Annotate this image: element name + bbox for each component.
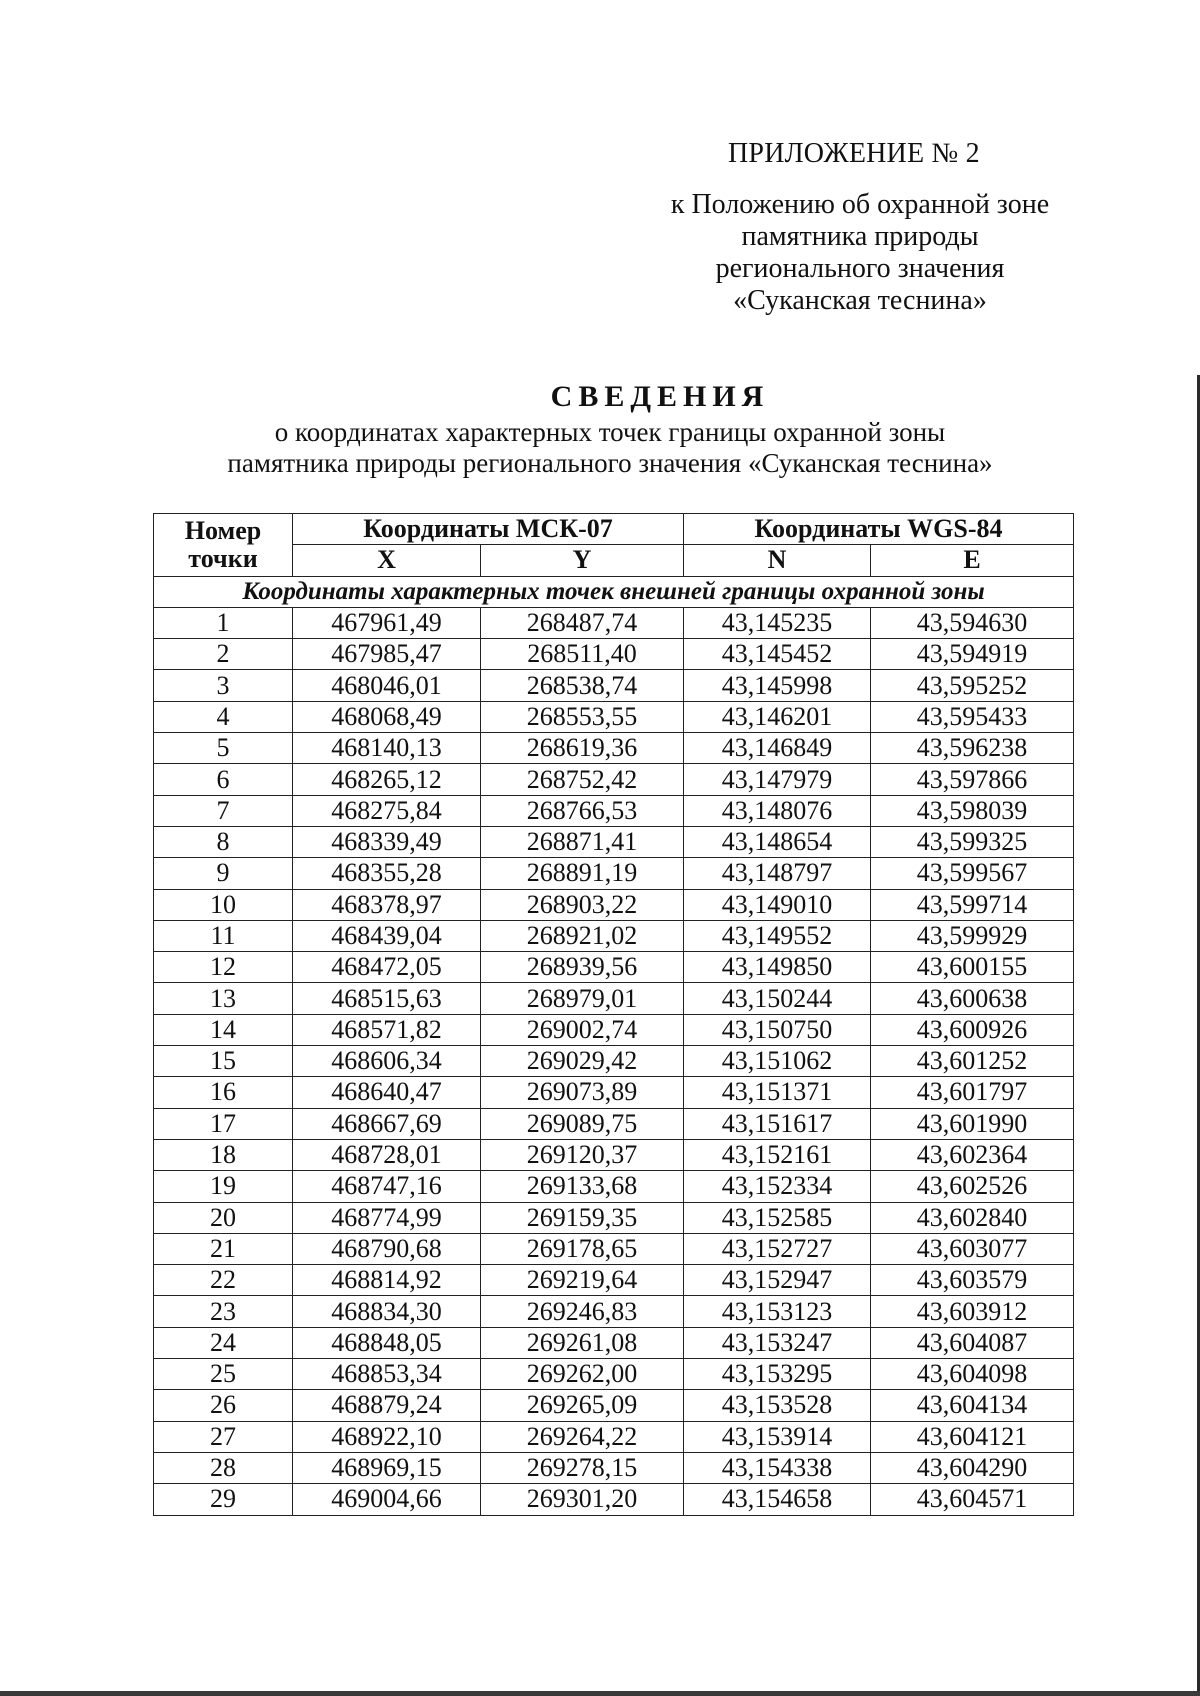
table-row: [154, 1327, 1074, 1358]
e-coordinate-cell: 43,600638: [871, 983, 1074, 1014]
n-coordinate-cell: 43,153123: [684, 1296, 871, 1327]
document-heading: СВЕДЕНИЯ: [550, 380, 770, 413]
y-coordinate-cell: 269089,75: [481, 1108, 684, 1139]
point-number-cell: 11: [154, 920, 293, 951]
x-coordinate-cell: 468355,28: [293, 858, 481, 889]
n-coordinate-cell: 43,145998: [684, 670, 871, 701]
e-coordinate-cell: 43,599929: [871, 920, 1074, 951]
x-coordinate-cell: 468378,97: [293, 889, 481, 920]
n-coordinate-cell: 43,149010: [684, 889, 871, 920]
point-number-cell: 27: [154, 1421, 293, 1452]
table-row: [154, 952, 1074, 983]
point-number-cell: 6: [154, 764, 293, 795]
e-coordinate-cell: 43,603579: [871, 1265, 1074, 1296]
table-row: [154, 1421, 1074, 1452]
point-number-cell: 1: [154, 607, 293, 638]
point-number-cell: 29: [154, 1484, 293, 1515]
y-coordinate-cell: 269002,74: [481, 1014, 684, 1045]
table-row: [154, 889, 1074, 920]
y-coordinate-cell: 269133,68: [481, 1171, 684, 1202]
table-row: [154, 1077, 1074, 1108]
y-coordinate-cell: 269278,15: [481, 1452, 684, 1483]
e-coordinate-cell: 43,604134: [871, 1390, 1074, 1421]
y-coordinate-cell: 268538,74: [481, 670, 684, 701]
point-number-cell: 26: [154, 1390, 293, 1421]
table-row: [154, 733, 1074, 764]
point-number-cell: 4: [154, 701, 293, 732]
table-row: [154, 920, 1074, 951]
x-coordinate-cell: 468834,30: [293, 1296, 481, 1327]
y-coordinate-cell: 268553,55: [481, 701, 684, 732]
table-row: [154, 1233, 1074, 1264]
e-coordinate-cell: 43,603077: [871, 1233, 1074, 1264]
y-coordinate-cell: 268871,41: [481, 826, 684, 857]
x-coordinate-cell: 468140,13: [293, 733, 481, 764]
point-number-cell: 16: [154, 1077, 293, 1108]
table-row: [154, 858, 1074, 889]
y-coordinate-cell: 268619,36: [481, 733, 684, 764]
e-coordinate-cell: 43,597866: [871, 764, 1074, 795]
point-number-cell: 28: [154, 1452, 293, 1483]
point-number-cell: 18: [154, 1139, 293, 1170]
point-number-cell: 24: [154, 1327, 293, 1358]
point-number-cell: 20: [154, 1202, 293, 1233]
x-coordinate-cell: 468046,01: [293, 670, 481, 701]
n-coordinate-cell: 43,149552: [684, 920, 871, 951]
n-coordinate-cell: 43,153914: [684, 1421, 871, 1452]
n-coordinate-cell: 43,147979: [684, 764, 871, 795]
e-coordinate-cell: 43,603912: [871, 1296, 1074, 1327]
y-coordinate-cell: 268979,01: [481, 983, 684, 1014]
table-row: [154, 1108, 1074, 1139]
x-coordinate-cell: 468790,68: [293, 1233, 481, 1264]
point-number-cell: 22: [154, 1265, 293, 1296]
point-header-line1: Номер: [184, 515, 262, 545]
table-header-row: [154, 514, 1074, 545]
n-coordinate-cell: 43,153528: [684, 1390, 871, 1421]
point-number-cell: 15: [154, 1046, 293, 1077]
e-coordinate-cell: 43,602364: [871, 1139, 1074, 1170]
column-x-header: X: [293, 545, 481, 576]
y-coordinate-cell: 269265,09: [481, 1390, 684, 1421]
e-coordinate-cell: 43,600926: [871, 1014, 1074, 1045]
y-coordinate-cell: 269261,08: [481, 1327, 684, 1358]
table-row: [154, 1359, 1074, 1390]
appendix-title: ПРИЛОЖЕНИЕ № 2: [728, 138, 980, 169]
column-n-header: N: [684, 545, 871, 576]
y-coordinate-cell: 268487,74: [481, 607, 684, 638]
wgs-group-header: Координаты WGS-84: [684, 514, 1074, 545]
x-coordinate-cell: 468774,99: [293, 1202, 481, 1233]
table-row: [154, 607, 1074, 638]
table-row: [154, 826, 1074, 857]
section-row: [154, 576, 1074, 607]
e-coordinate-cell: 43,600155: [871, 952, 1074, 983]
n-coordinate-cell: 43,150244: [684, 983, 871, 1014]
e-coordinate-cell: 43,594630: [871, 607, 1074, 638]
x-coordinate-cell: 468571,82: [293, 1014, 481, 1045]
msk-group-header: Координаты МСК-07: [293, 514, 684, 545]
table-row: [154, 1171, 1074, 1202]
n-coordinate-cell: 43,145235: [684, 607, 871, 638]
e-coordinate-cell: 43,599714: [871, 889, 1074, 920]
point-number-cell: 25: [154, 1359, 293, 1390]
point-number-header: [154, 514, 293, 577]
x-coordinate-cell: 469004,66: [293, 1484, 481, 1515]
e-coordinate-cell: 43,604087: [871, 1327, 1074, 1358]
e-coordinate-cell: 43,595433: [871, 701, 1074, 732]
e-coordinate-cell: 43,598039: [871, 795, 1074, 826]
y-coordinate-cell: 268903,22: [481, 889, 684, 920]
point-number-cell: 8: [154, 826, 293, 857]
y-coordinate-cell: 269301,20: [481, 1484, 684, 1515]
n-coordinate-cell: 43,148076: [684, 795, 871, 826]
table-row: [154, 764, 1074, 795]
y-coordinate-cell: 269264,22: [481, 1421, 684, 1452]
point-number-cell: 17: [154, 1108, 293, 1139]
n-coordinate-cell: 43,149850: [684, 952, 871, 983]
x-coordinate-cell: 468969,15: [293, 1452, 481, 1483]
column-y-header: Y: [481, 545, 684, 576]
point-number-cell: 7: [154, 795, 293, 826]
subtitle-line: памятника природы регионального значения «Суканская теснина»: [227, 448, 993, 478]
e-coordinate-cell: 43,604571: [871, 1484, 1074, 1515]
x-coordinate-cell: 468747,16: [293, 1171, 481, 1202]
e-coordinate-cell: 43,599567: [871, 858, 1074, 889]
n-coordinate-cell: 43,151062: [684, 1046, 871, 1077]
point-number-cell: 3: [154, 670, 293, 701]
n-coordinate-cell: 43,152727: [684, 1233, 871, 1264]
e-coordinate-cell: 43,604121: [871, 1421, 1074, 1452]
table-body: [154, 576, 1074, 1515]
n-coordinate-cell: 43,152947: [684, 1265, 871, 1296]
x-coordinate-cell: 468640,47: [293, 1077, 481, 1108]
y-coordinate-cell: 268752,42: [481, 764, 684, 795]
x-coordinate-cell: 468606,34: [293, 1046, 481, 1077]
table-row: [154, 1452, 1074, 1483]
n-coordinate-cell: 43,148654: [684, 826, 871, 857]
table-row: [154, 1202, 1074, 1233]
table-row: [154, 1390, 1074, 1421]
y-coordinate-cell: 268891,19: [481, 858, 684, 889]
table-row: [154, 1265, 1074, 1296]
table-row: [154, 670, 1074, 701]
x-coordinate-cell: 468439,04: [293, 920, 481, 951]
e-coordinate-cell: 43,604098: [871, 1359, 1074, 1390]
n-coordinate-cell: 43,154658: [684, 1484, 871, 1515]
y-coordinate-cell: 268766,53: [481, 795, 684, 826]
n-coordinate-cell: 43,151371: [684, 1077, 871, 1108]
table-row: [154, 983, 1074, 1014]
x-coordinate-cell: 468879,24: [293, 1390, 481, 1421]
n-coordinate-cell: 43,146849: [684, 733, 871, 764]
x-coordinate-cell: 468848,05: [293, 1327, 481, 1358]
point-number-cell: 9: [154, 858, 293, 889]
e-coordinate-cell: 43,602840: [871, 1202, 1074, 1233]
point-number-cell: 10: [154, 889, 293, 920]
x-coordinate-cell: 468515,63: [293, 983, 481, 1014]
y-coordinate-cell: 269178,65: [481, 1233, 684, 1264]
x-coordinate-cell: 468068,49: [293, 701, 481, 732]
e-coordinate-cell: 43,601990: [871, 1108, 1074, 1139]
n-coordinate-cell: 43,145452: [684, 639, 871, 670]
n-coordinate-cell: 43,152334: [684, 1171, 871, 1202]
table-row: [154, 795, 1074, 826]
point-number-cell: 14: [154, 1014, 293, 1045]
n-coordinate-cell: 43,152585: [684, 1202, 871, 1233]
table-row: [154, 1014, 1074, 1045]
x-coordinate-cell: 467985,47: [293, 639, 481, 670]
table-row: [154, 1296, 1074, 1327]
x-coordinate-cell: 468814,92: [293, 1265, 481, 1296]
table-row: [154, 1046, 1074, 1077]
document-subtitle: [150, 417, 1070, 479]
x-coordinate-cell: 468728,01: [293, 1139, 481, 1170]
e-coordinate-cell: 43,601797: [871, 1077, 1074, 1108]
n-coordinate-cell: 43,152161: [684, 1139, 871, 1170]
column-e-header: E: [871, 545, 1074, 576]
point-number-cell: 19: [154, 1171, 293, 1202]
point-number-cell: 21: [154, 1233, 293, 1264]
x-coordinate-cell: 467961,49: [293, 607, 481, 638]
appendix-ref-line: регионального значения: [715, 253, 1005, 284]
e-coordinate-cell: 43,604290: [871, 1452, 1074, 1483]
x-coordinate-cell: 468275,84: [293, 795, 481, 826]
y-coordinate-cell: 269120,37: [481, 1139, 684, 1170]
table-row: [154, 1484, 1074, 1515]
point-header-line2: точки: [188, 543, 258, 573]
table-row: [154, 701, 1074, 732]
y-coordinate-cell: 268921,02: [481, 920, 684, 951]
x-coordinate-cell: 468667,69: [293, 1108, 481, 1139]
y-coordinate-cell: 269262,00: [481, 1359, 684, 1390]
x-coordinate-cell: 468922,10: [293, 1421, 481, 1452]
n-coordinate-cell: 43,146201: [684, 701, 871, 732]
e-coordinate-cell: 43,602526: [871, 1171, 1074, 1202]
n-coordinate-cell: 43,150750: [684, 1014, 871, 1045]
y-coordinate-cell: 269029,42: [481, 1046, 684, 1077]
x-coordinate-cell: 468472,05: [293, 952, 481, 983]
coordinates-table: [153, 513, 1074, 1516]
n-coordinate-cell: 43,153295: [684, 1359, 871, 1390]
point-number-cell: 2: [154, 639, 293, 670]
x-coordinate-cell: 468265,12: [293, 764, 481, 795]
section-title: Координаты характерных точек внешней границы охранной зоны: [154, 576, 1074, 607]
appendix-reference: [640, 189, 1080, 317]
y-coordinate-cell: 269246,83: [481, 1296, 684, 1327]
n-coordinate-cell: 43,154338: [684, 1452, 871, 1483]
subtitle-line: о координатах характерных точек границы охранной зоны: [274, 417, 946, 447]
n-coordinate-cell: 43,153247: [684, 1327, 871, 1358]
point-number-cell: 13: [154, 983, 293, 1014]
e-coordinate-cell: 43,599325: [871, 826, 1074, 857]
point-number-cell: 23: [154, 1296, 293, 1327]
x-coordinate-cell: 468853,34: [293, 1359, 481, 1390]
point-number-cell: 12: [154, 952, 293, 983]
appendix-ref-line: к Положению об охранной зоне: [670, 189, 1050, 220]
y-coordinate-cell: 269073,89: [481, 1077, 684, 1108]
y-coordinate-cell: 269219,64: [481, 1265, 684, 1296]
y-coordinate-cell: 268939,56: [481, 952, 684, 983]
x-coordinate-cell: 468339,49: [293, 826, 481, 857]
e-coordinate-cell: 43,595252: [871, 670, 1074, 701]
table-row: [154, 639, 1074, 670]
point-number-cell: 5: [154, 733, 293, 764]
e-coordinate-cell: 43,594919: [871, 639, 1074, 670]
y-coordinate-cell: 269159,35: [481, 1202, 684, 1233]
e-coordinate-cell: 43,601252: [871, 1046, 1074, 1077]
e-coordinate-cell: 43,596238: [871, 733, 1074, 764]
appendix-ref-line: памятника природы: [741, 221, 979, 252]
n-coordinate-cell: 43,148797: [684, 858, 871, 889]
table-row: [154, 1139, 1074, 1170]
y-coordinate-cell: 268511,40: [481, 639, 684, 670]
scan-edge: [0, 1691, 1200, 1696]
n-coordinate-cell: 43,151617: [684, 1108, 871, 1139]
appendix-ref-line: «Суканская теснина»: [733, 285, 987, 316]
